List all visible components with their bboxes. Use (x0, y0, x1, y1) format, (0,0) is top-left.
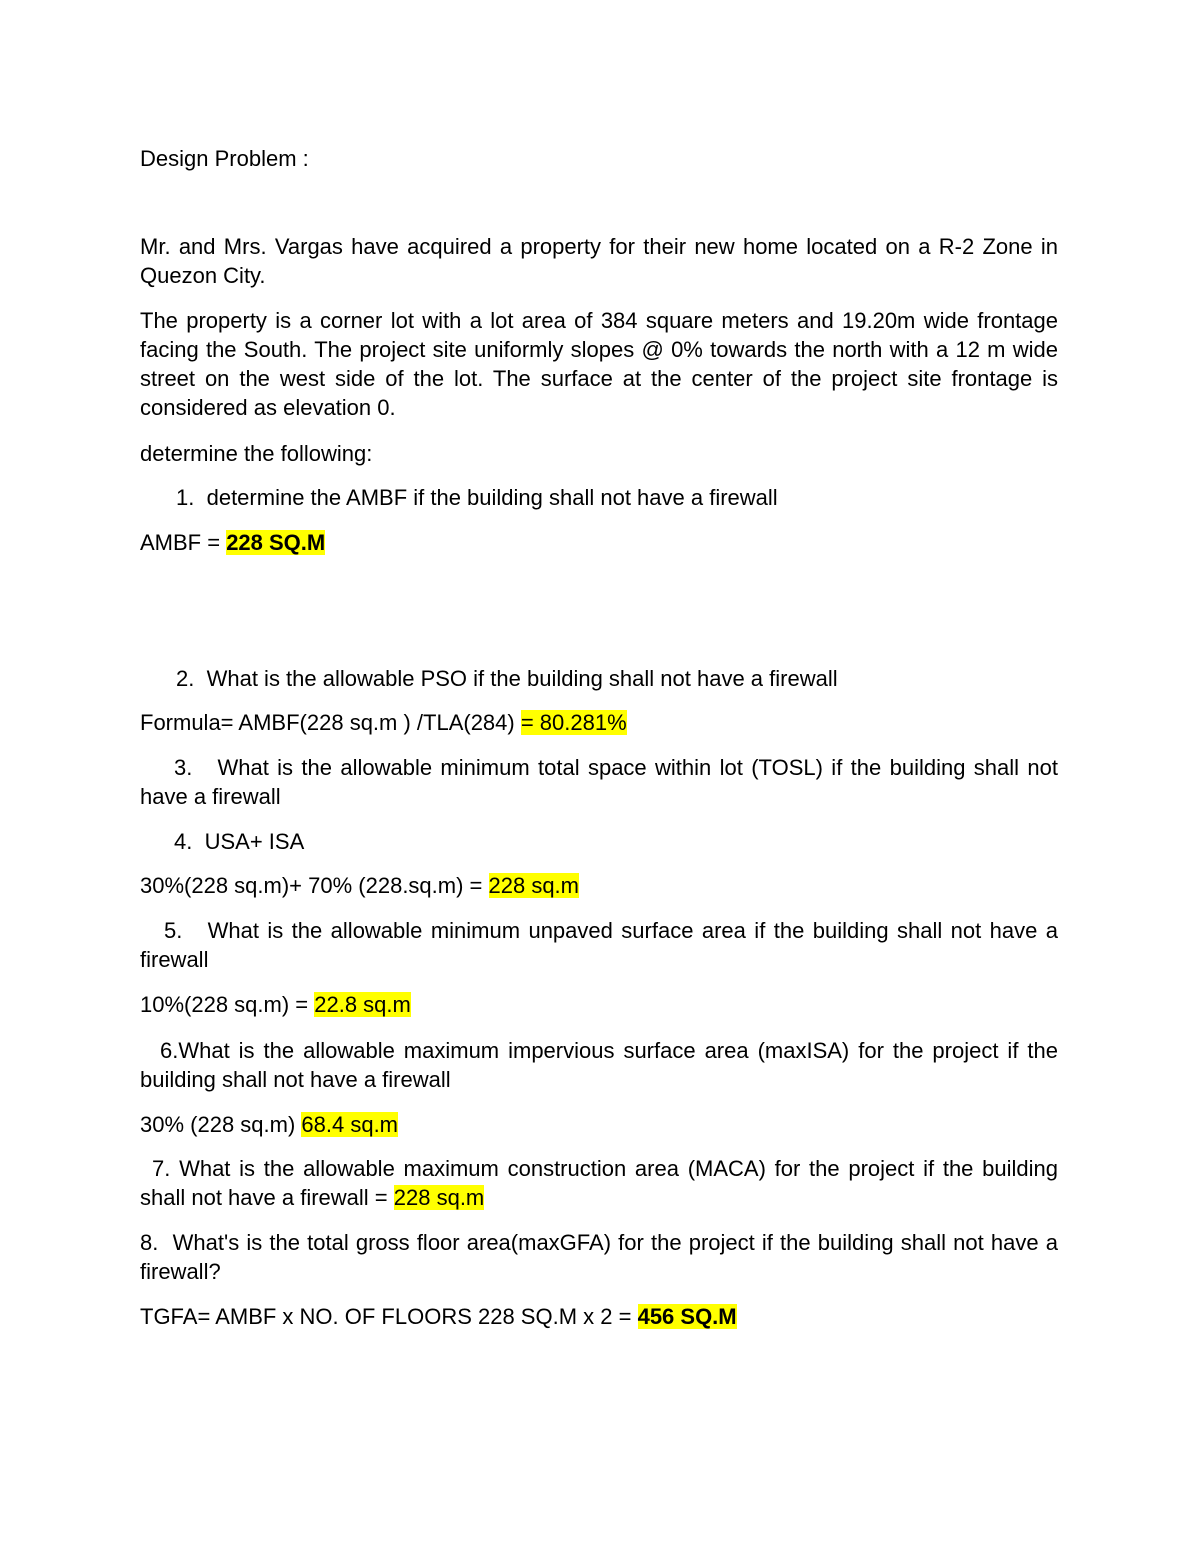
answer-8 (140, 1302, 1060, 1331)
answer-8-highlight: 456 SQ.M (637, 1304, 737, 1329)
question-5 (140, 916, 1058, 974)
question-8-text: What's is the total gross floor area(maxGFA) for the project if the building shall not have a firewall? (140, 1230, 1059, 1284)
answer-2-prefix: Formula= AMBF(228 sq.m ) /TLA(284) (140, 710, 521, 735)
question-1-text: determine the AMBF if the building shall not have a firewall (206, 485, 778, 510)
answer-1-prefix: AMBF = (140, 530, 227, 555)
question-3 (140, 753, 1058, 811)
question-5-number: 5. (164, 918, 183, 943)
question-4-text: USA+ ISA (204, 829, 305, 854)
answer-6-prefix: 30% (228 sq.m) (140, 1112, 302, 1137)
answer-6 (140, 1110, 1060, 1139)
answer-2 (140, 708, 1060, 737)
answer-5-highlight: 22.8 sq.m (314, 992, 411, 1017)
question-2-text: What is the allowable PSO if the building shall not have a firewall (206, 666, 838, 691)
question-4-number: 4. (174, 829, 193, 854)
question-8-number: 8. (140, 1230, 159, 1255)
question-7-text: 7. What is the allowable maximum construction area (MACA) for the project if the building shall not have a firewall = (140, 1156, 1065, 1210)
question-4 (174, 827, 1094, 856)
question-3-number: 3. (174, 755, 193, 780)
intro-paragraph: Mr. and Mrs. Vargas have acquired a property for their new home located on a R-2 Zone in Quezon City. (140, 234, 1058, 288)
answer-8-prefix: TGFA= AMBF x NO. OF FLOORS 228 SQ.M x 2 = (140, 1304, 638, 1329)
question-6: 6.What is the allowable maximum impervious surface area (maxISA) for the project if the building shall not have a firewall (140, 1038, 1058, 1092)
question-2 (176, 664, 1096, 693)
question-5-text: What is the allowable minimum unpaved surface area if the building shall not have a firewall (140, 918, 1058, 972)
document-title: Design Problem : (140, 146, 309, 171)
answer-1-highlight: 228 SQ.M (226, 530, 326, 555)
determine-heading: determine the following: (140, 441, 373, 466)
question-1 (176, 483, 1096, 512)
answer-1 (140, 528, 1060, 557)
answer-4-prefix: 30%(228 sq.m)+ 70% (228.sq.m) = (140, 873, 489, 898)
question-2-number: 2. (176, 666, 195, 691)
answer-2-highlight: = 80.281% (520, 710, 627, 735)
question-8 (140, 1228, 1058, 1286)
answer-6-highlight: 68.4 sq.m (301, 1112, 399, 1137)
answer-5 (140, 990, 1060, 1019)
question-3-text: What is the allowable minimum total space within lot (TOSL) if the building shall not have a firewall (140, 755, 1058, 809)
answer-4 (140, 871, 1060, 900)
property-paragraph: The property is a corner lot with a lot area of 384 square meters and 19.20m wide frontage facing the South. The project site uniformly slopes @ 0% towards the north with a 12 m wide street on the west side of the lot. The surface at the center of the project site frontage is considered as elevation 0. (140, 308, 1058, 420)
question-1-number: 1. (176, 485, 195, 510)
question-7 (140, 1154, 1065, 1212)
answer-5-prefix: 10%(228 sq.m) = (140, 992, 315, 1017)
question-7-highlight: 228 sq.m (393, 1185, 485, 1210)
answer-4-highlight: 228 sq.m (488, 873, 579, 898)
